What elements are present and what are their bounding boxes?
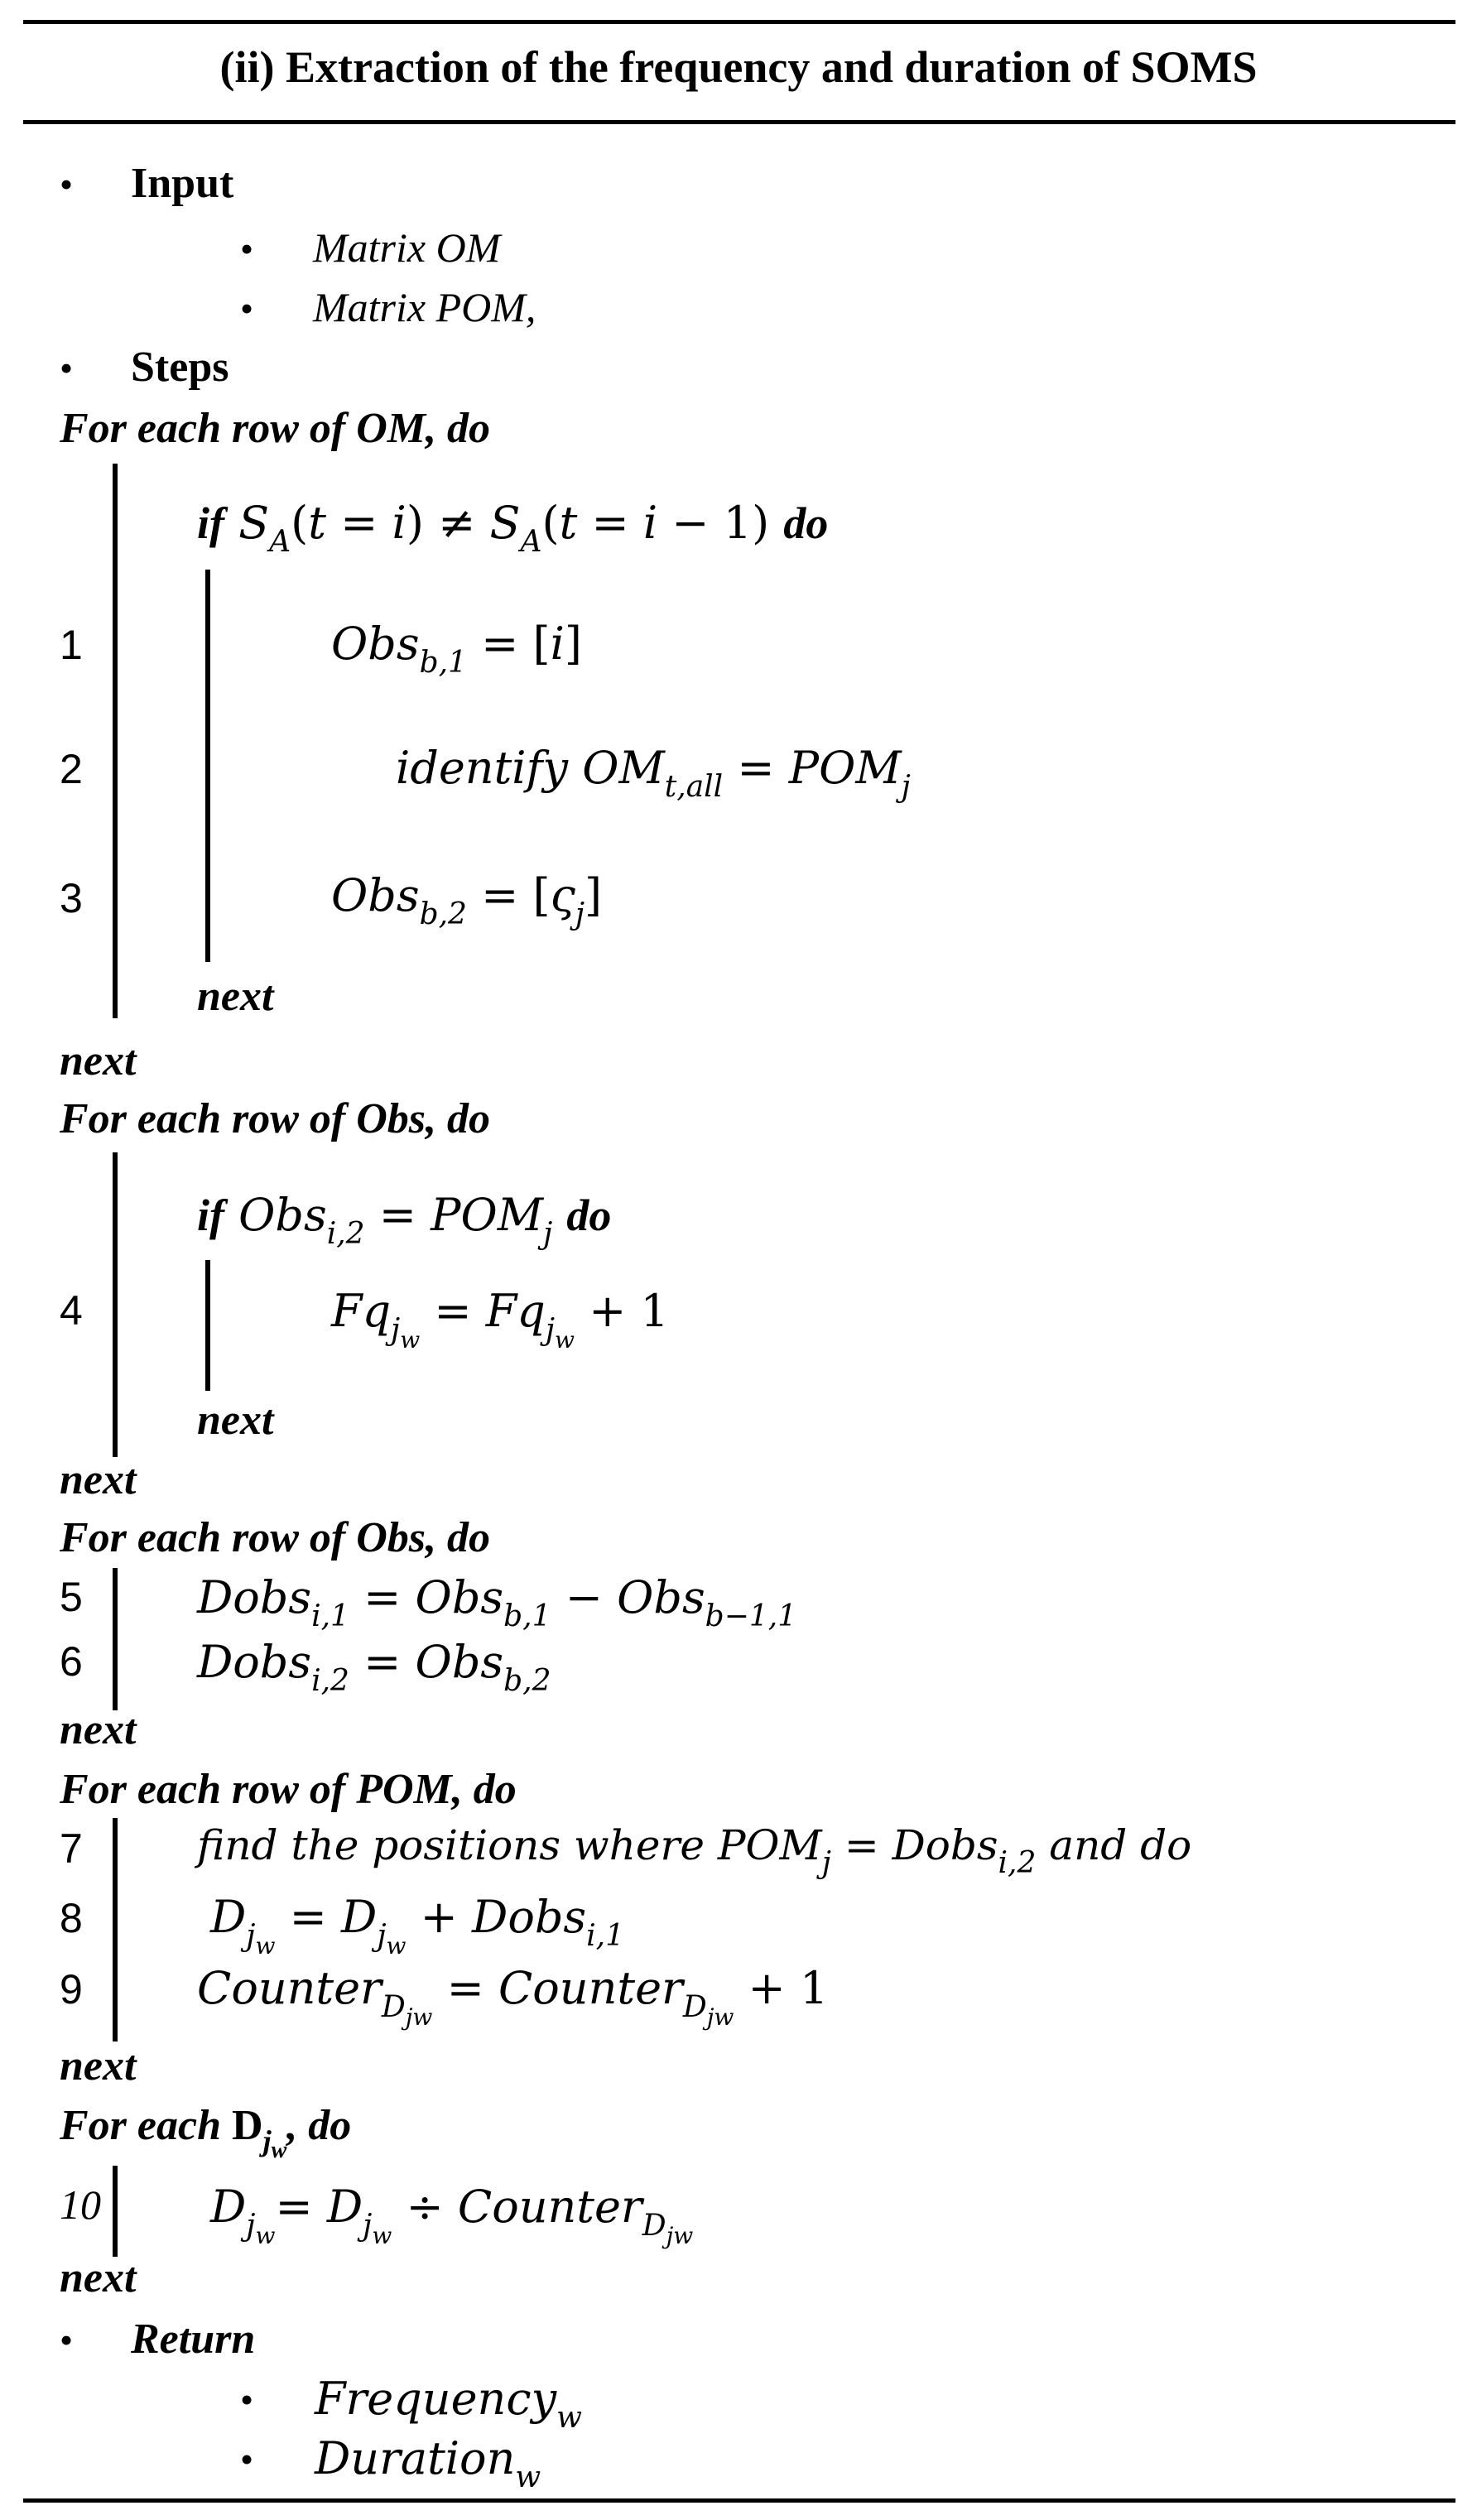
next-keyword: next (197, 973, 274, 1020)
step-formula: $D_{j_w} = D_{j_w}$ + Dobs$_{i,1}$ (210, 1891, 625, 1960)
input-label: Input (131, 160, 234, 207)
bullet-icon: • (240, 2438, 254, 2480)
top-rule (23, 20, 1455, 24)
loop-header: For each row of POM, do (60, 1766, 517, 1813)
loop-header: For each $D_{j_w}$, do (60, 2102, 352, 2164)
line-number: 8 (60, 1895, 83, 1941)
if-bracket (205, 1260, 210, 1391)
page-title: (ii) Extraction of the frequency and duration of SOMS (219, 42, 1258, 92)
step-formula: $Obs_{b,2} = [\varsigma_j]$ (331, 869, 603, 932)
line-number: 4 (60, 1287, 83, 1334)
bullet-icon: • (240, 2378, 254, 2421)
loop-bracket (113, 1818, 118, 2041)
step-formula: find the positions where $POM_j$ = Dobs$_{i,2}$ and do (197, 1821, 1192, 1881)
loop-bracket (113, 2166, 118, 2257)
return-label: Return (131, 2316, 256, 2363)
loop-header: For each row of Obs, do (60, 1514, 491, 1561)
condition-expression: if $Obs_{i,2} = POM_j$ do (197, 1189, 612, 1252)
loop-header: For each row of OM, do (60, 405, 491, 452)
line-number: 1 (60, 622, 83, 668)
step-formula: $D_{j_w}= D_{j_w}$ ÷ Counter$_{D_{jw}}$ (210, 2181, 694, 2249)
line-number: 6 (60, 1638, 83, 1685)
loop-bracket (113, 1152, 118, 1457)
line-number: 9 (60, 1966, 83, 2013)
step-formula: $Fq_{j_w} = Fq_{j_w} + 1$ (331, 1285, 669, 1354)
line-number: 3 (60, 875, 83, 921)
bullet-icon: • (60, 163, 74, 205)
line-number: 10 (60, 2181, 101, 2228)
loop-header: For each row of Obs, do (60, 1095, 491, 1142)
input-item: Matrix POM, (313, 284, 536, 330)
line-number: 7 (60, 1825, 83, 1872)
next-keyword: next (60, 1706, 137, 1753)
step-formula: Counter$_{D_{jw}}$ = Counter$_{D_{jw}}$ + 1 (197, 1962, 829, 2031)
steps-label: Steps (131, 344, 229, 391)
next-keyword: next (60, 1037, 137, 1084)
step-formula: Dobs$_{i,2}$ = Obs$_{b,2}$ (197, 1636, 551, 1699)
bullet-icon: • (60, 2319, 74, 2361)
step-formula: Obs$_{b,1}$ = [i] (331, 618, 582, 680)
if-bracket (205, 570, 210, 962)
line-number: 5 (60, 1574, 83, 1620)
return-item: Frequency$_w$ (315, 2373, 582, 2436)
loop-bracket (113, 464, 118, 1018)
condition-expression: if $S_A(t = i) \ne S_A(t = i - 1)$ do (197, 497, 829, 560)
bullet-icon: • (240, 287, 254, 329)
bottom-rule (23, 2498, 1455, 2503)
next-keyword: next (197, 1397, 274, 1444)
next-keyword: next (60, 2254, 137, 2301)
step-formula: Dobs$_{i,1}$ = Obs$_{b,1}$ − Obs$_{b-1,1}$ (197, 1571, 797, 1634)
next-keyword: next (60, 1456, 137, 1503)
title-rule (23, 120, 1455, 124)
step-formula: identify $OM_{t,all} = POM_j$ (396, 742, 911, 805)
loop-bracket (113, 1568, 118, 1710)
bullet-icon: • (60, 347, 74, 389)
return-item: Duration$_w$ (315, 2432, 541, 2495)
line-number: 2 (60, 746, 83, 792)
next-keyword: next (60, 2042, 137, 2090)
bullet-icon: • (240, 228, 254, 270)
input-item: Matrix OM (313, 224, 501, 271)
